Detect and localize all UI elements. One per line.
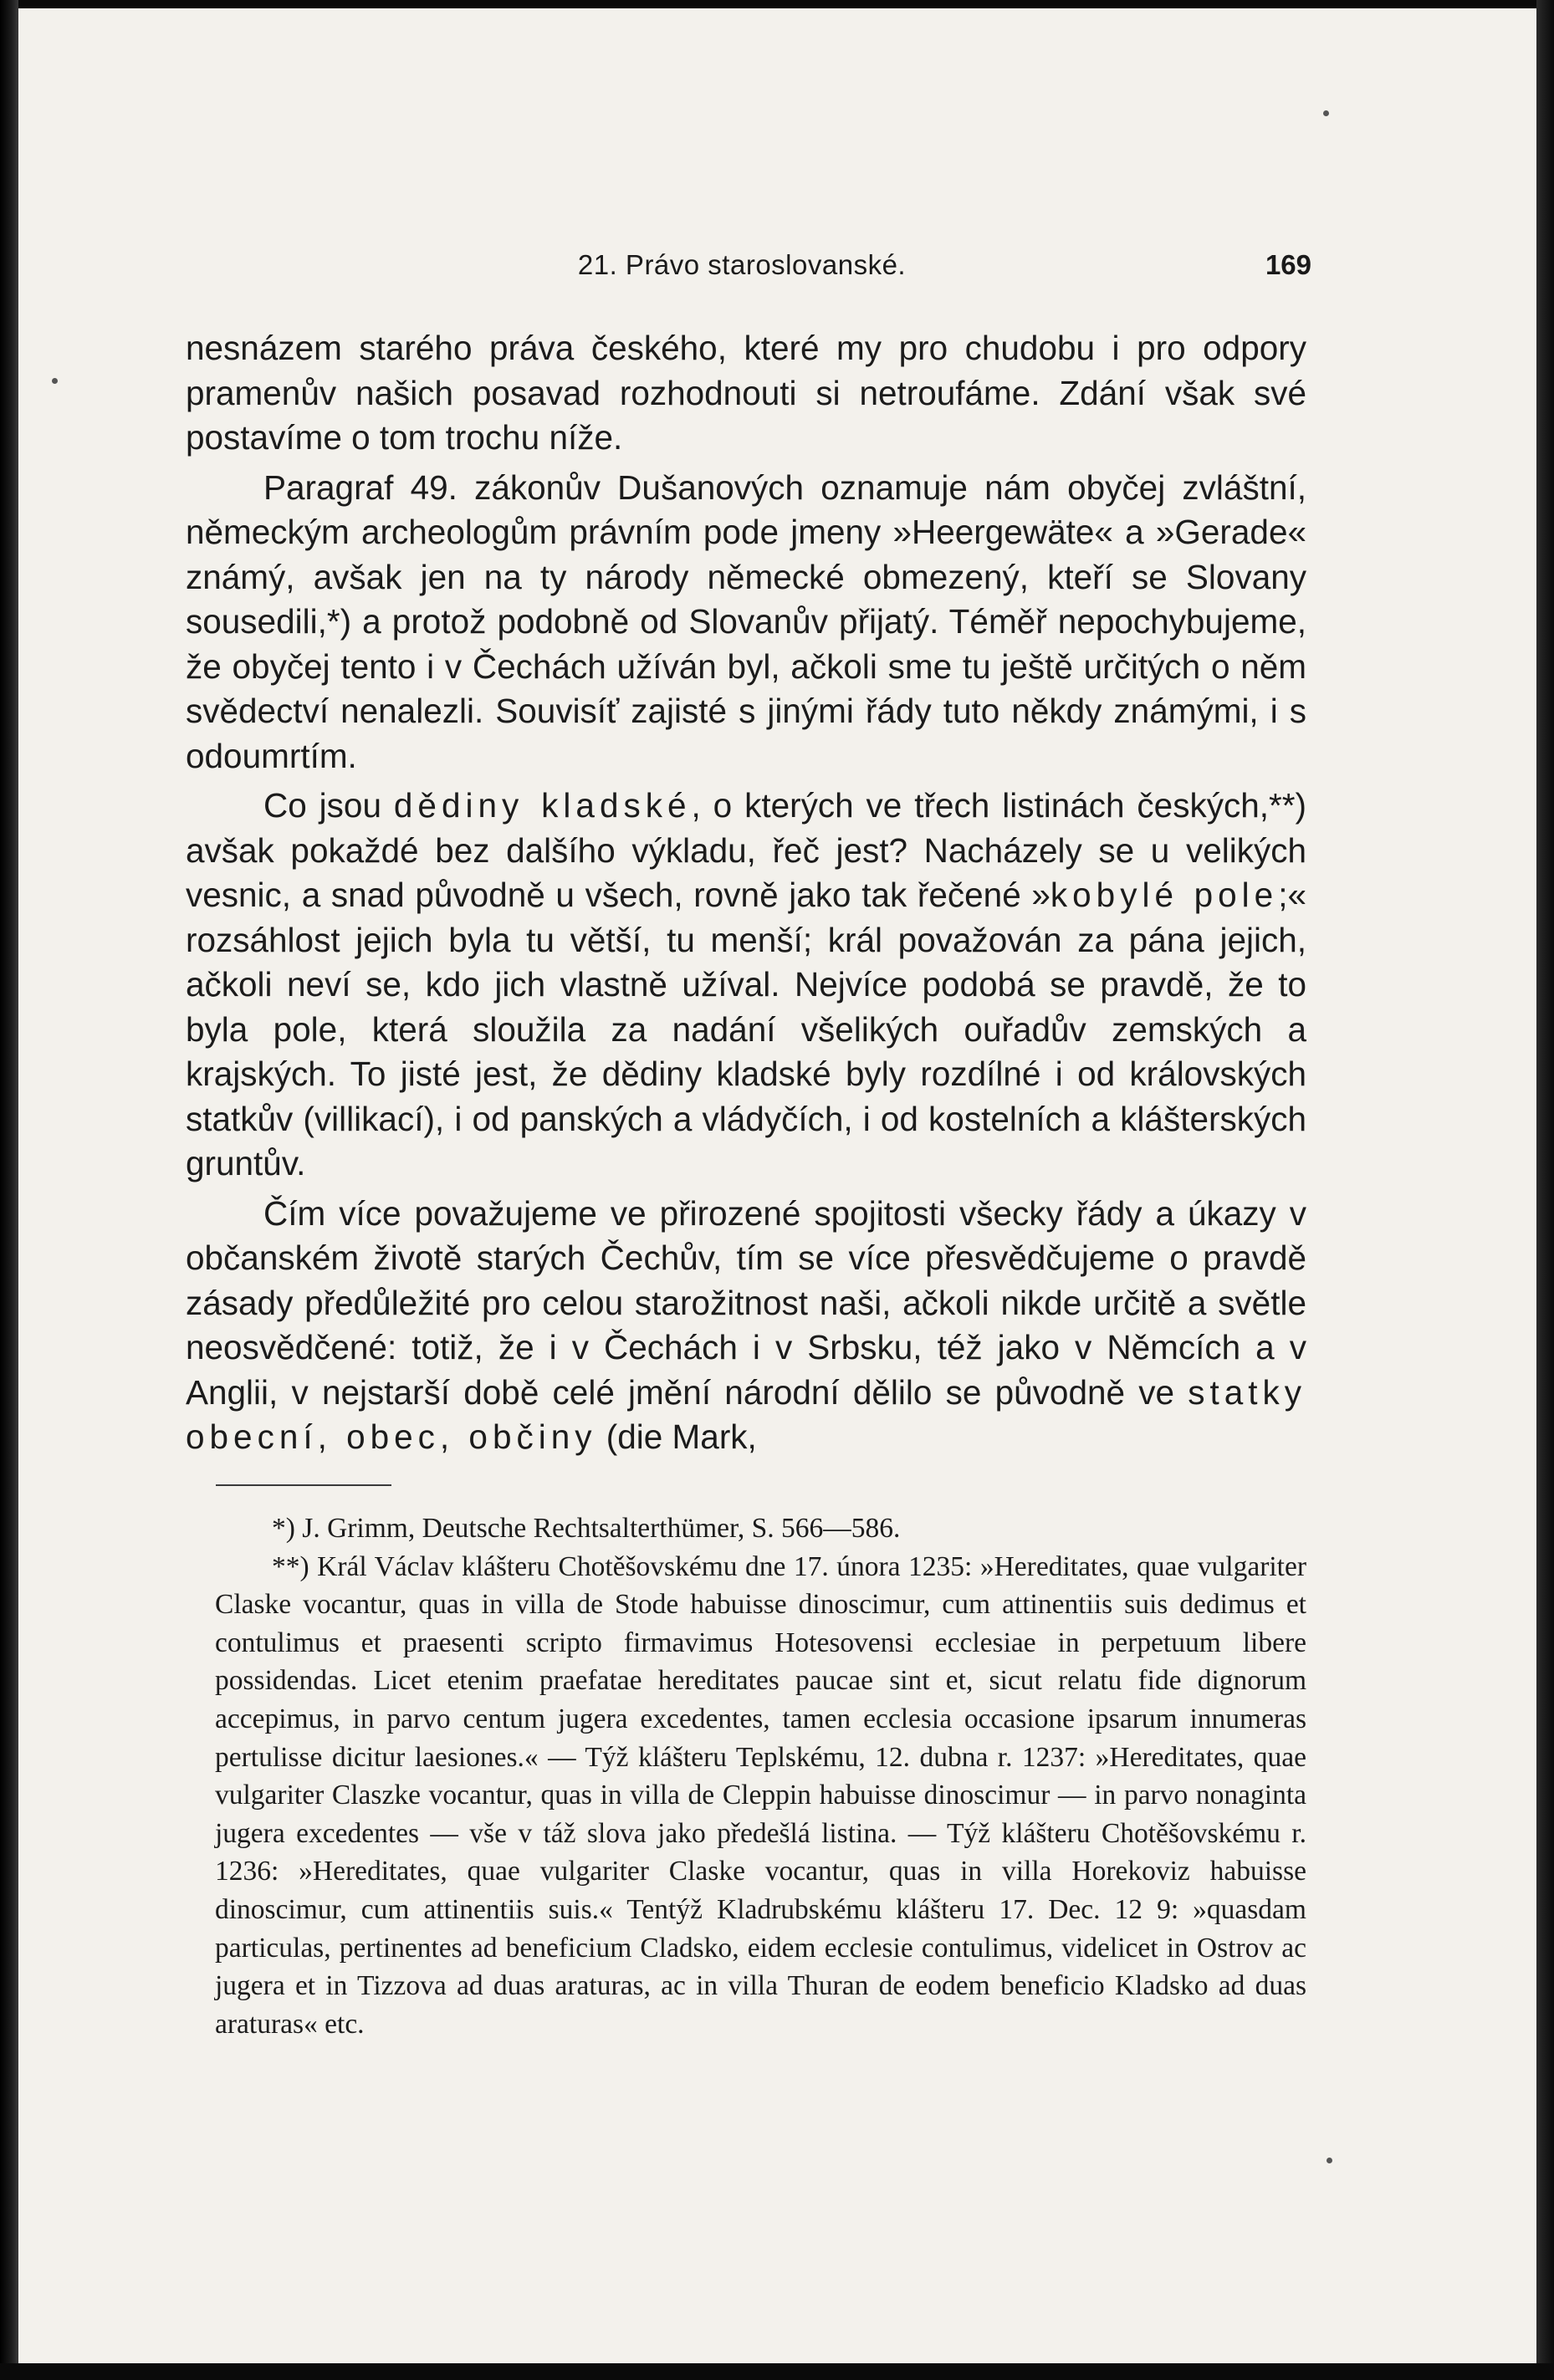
- footnote-2: **) Král Václav klášteru Chotěšovskému dne 17. února 1235: »Hereditates, quae vulgariter Claske vocantur, quas in villa de Stode habuisse dinoscimur, cum attinentiis suis dedimus et contulimus et praesenti scripto firmavimus Hotesovensi ecclesiae in perpetuum libere possidendas. Licet etenim praefatae hereditates paucae sint et, sicut relatu fide dignorum accepimus, in parvo centum jugera excedentes, tamen ecclesia occasione ipsarum innumeras pertulisse dicitur laesiones.« — Týž klášteru Teplskému, 12. dubna r. 1237: »Hereditates, quae vulgariter Claszke vocantur, quas in villa de Cleppin habuisse dinoscimur — in parvo nonaginta jugera excedentes — vše v táž slova jako předešlá listina. — Týž klášteru Chotěšovskému r. 1236: »Hereditates, quae vulgariter Claske vocantur, quas in villa Horekoviz habuisse dinoscimur, cum attinentiis suis.« Tentýž Kladrubskému klášteru 17. Dec. 12 9: »quasdam particulas, pertinentes ad beneficium Cladsko, eidem ecclesie contulimus, videlicet in Ostrov ac jugera et in Tizzova ad duas araturas, ac in villa Thuran de eodem beneficio Kladsko ad duas araturas« etc.: [215, 1550, 1306, 2040]
- paragraph-3-text: , o kterých ve třech listinách českých,**) avšak pokaždé bez dalšího výkladu, řeč jest? Nacházely se u velikých vesnic, a snad původně u všech, rovně jako tak řečené »: [186, 786, 1306, 914]
- paragraph-2: Paragraf 49. zákonův Dušanových oznamuje nám obyčej zvláštní, německým archeologům právním pode jmeny »Heergewäte« a »Gerade« známý, avšak jen na ty národy německé obmezený, kteří se Slovany sousedili,*) a protož podobně od Slovanův přijatý. Téměř nepochybujeme, že obyčej tento i v Čechách užíván byl, ačkoli sme tu ještě určitých o něm svědectví nenalezli. Souvisíť zajisté s jinými řády tuto někdy známými, i s odoumrtím.: [186, 467, 1306, 775]
- footnote-1: *) J. Grimm, Deutsche Rechtsalterthümer, S. 566—586.: [272, 1513, 901, 1544]
- emphasis-dediny-kladske: dědiny kladské: [393, 786, 692, 825]
- paragraph-3: [186, 784, 1306, 1187]
- scan-border-top: [0, 0, 1554, 8]
- page-number: 169: [1265, 249, 1311, 280]
- book-page: [18, 8, 1536, 2363]
- running-title: 21. Právo staroslovanské.: [577, 249, 907, 280]
- scan-border-bottom: [0, 2363, 1554, 2380]
- scan-speck: [1323, 110, 1329, 116]
- emphasis-kobyle-pole: kobylé pole: [1050, 876, 1279, 914]
- paragraph-1: nesnázem starého práva českého, které my pro chudobu i pro odpory pramenův našich posavad rozhodnouti si netroufáme. Zdání však své postavíme o tom trochu níže.: [186, 329, 1306, 457]
- scan-border-left: [0, 0, 18, 2380]
- footnotes: [215, 1509, 1306, 2043]
- paragraph-3-text: ;« rozsáhlost jejich byla tu větší, tu menší; král považován za pána jejich, ačkoli neví se, kdo jich vlastně užíval. Nejvíce podobá se pravdě, že to byla pole, která sloužila za nadání všelikých ouřadův zemských a krajských. To jisté jest, že dědiny kladské byly rozdílné i od královských statkův (villikací), i od panských a vládyčích, i od kostelních a klášterských gruntův.: [186, 876, 1306, 1182]
- paragraph-3-text: Co jsou: [263, 786, 394, 825]
- main-text: [186, 326, 1306, 1460]
- paragraph-4-text: Čím více považujeme ve přirozené spojitosti všecky řády a úkazy v občanském životě starých Čechův, tím se více přesvědčujeme o pravdě zásady předůležité pro celou starožitnost naši, ačkoli nikde určitě a světle neosvědčené: totiž, že i v Čechách i v Srbsku, též jako v Němcích a v Anglii, v nejstarší době celé jmění národní dělilo se původně ve: [186, 1193, 1306, 1412]
- emphasis-statky-obecni: statky obecní, obec, občiny: [186, 1372, 1306, 1456]
- scan-speck: [1327, 2158, 1332, 2163]
- paragraph-4-text: (die Mark,: [596, 1417, 757, 1456]
- page-header: [177, 249, 1311, 299]
- paragraph-4: [186, 1192, 1306, 1460]
- scan-border-right: [1536, 0, 1554, 2380]
- footnote-divider: [216, 1484, 391, 1486]
- scan-speck: [52, 378, 58, 384]
